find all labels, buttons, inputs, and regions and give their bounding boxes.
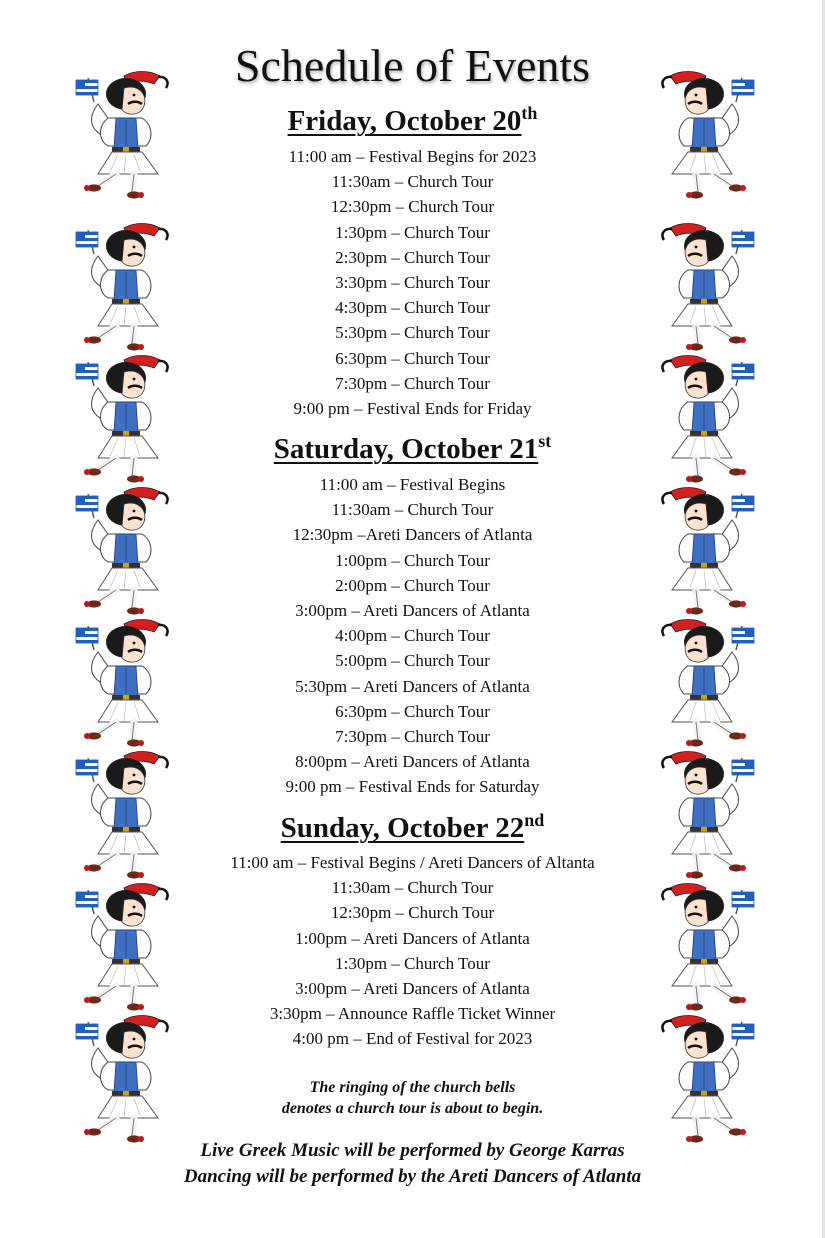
list-item: 4:30pm – Church Tour	[335, 298, 490, 318]
page-title: Schedule of Events	[234, 40, 591, 91]
list-item: 3:30pm – Church Tour	[335, 272, 490, 292]
list-item: 1:00pm – Church Tour	[335, 550, 490, 570]
list-item: 11:30am – Church Tour	[331, 500, 494, 520]
list-item: 11:30am – Church Tour	[331, 878, 494, 898]
greek-evzone-dancer-icon	[68, 352, 178, 484]
list-item: 5:30pm – Church Tour	[335, 323, 490, 343]
list-item: 9:00 pm – Festival Ends for Saturday	[285, 777, 540, 797]
note-line: The ringing of the church bells	[309, 1079, 516, 1096]
list-item: 6:30pm – Church Tour	[335, 348, 490, 368]
list-item: 2:00pm – Church Tour	[335, 575, 490, 595]
note-line: Live Greek Music will be performed by George Karras	[200, 1140, 625, 1161]
greek-evzone-dancer-icon	[652, 616, 762, 748]
day-heading-text: Friday, October 20	[287, 105, 522, 137]
list-item: 5:00pm – Church Tour	[335, 651, 490, 671]
day-heading-text: Saturday, October 21	[273, 433, 539, 465]
greek-evzone-dancer-icon	[652, 220, 762, 352]
list-item: 1:30pm – Church Tour	[335, 222, 490, 242]
greek-evzone-dancer-icon	[68, 748, 178, 880]
list-item: 11:00 am – Festival Begins for 2023	[288, 147, 537, 166]
greek-evzone-dancer-icon	[68, 616, 178, 748]
list-item: 3:30pm – Announce Raffle Ticket Winner	[269, 1004, 556, 1024]
list-item: 4:00pm – Church Tour	[335, 626, 490, 646]
list-item: 11:00 am – Festival Begins	[319, 475, 506, 494]
music-credits-note	[0, 1138, 825, 1190]
list-item: 2:30pm – Church Tour	[335, 247, 490, 267]
day-ordinal: th	[521, 103, 538, 123]
greek-evzone-dancer-icon	[68, 220, 178, 352]
greek-evzone-dancer-icon	[68, 68, 178, 200]
greek-evzone-dancer-icon	[652, 880, 762, 1012]
list-item: 1:30pm – Church Tour	[335, 953, 490, 973]
list-item: 6:30pm – Church Tour	[335, 701, 490, 721]
note-line: Dancing will be performed by the Areti Dancers of Atlanta	[183, 1166, 642, 1187]
list-item: 12:30pm –Areti Dancers of Atlanta	[292, 525, 533, 545]
day-ordinal: nd	[524, 810, 545, 830]
list-item: 3:00pm – Areti Dancers of Atlanta	[295, 978, 530, 998]
list-item: 3:00pm – Areti Dancers of Atlanta	[295, 600, 530, 620]
greek-evzone-dancer-icon	[652, 748, 762, 880]
list-item: 1:00pm – Areti Dancers of Atlanta	[295, 928, 530, 948]
list-item: 7:30pm – Church Tour	[335, 726, 490, 746]
list-item: 7:30pm – Church Tour	[335, 373, 490, 393]
greek-evzone-dancer-icon	[68, 880, 178, 1012]
greek-evzone-dancer-icon	[652, 352, 762, 484]
list-item: 9:00 pm – Festival Ends for Friday	[293, 398, 532, 418]
list-item: 8:00pm – Areti Dancers of Atlanta	[295, 752, 530, 772]
day-heading-text: Sunday, October 22	[280, 812, 525, 844]
greek-evzone-dancer-icon	[652, 1012, 762, 1144]
day-ordinal: st	[538, 431, 552, 451]
list-item: 12:30pm – Church Tour	[330, 197, 495, 217]
list-item: 5:30pm – Areti Dancers of Atlanta	[295, 676, 530, 696]
greek-evzone-dancer-icon	[68, 1012, 178, 1144]
list-item: 4:00 pm – End of Festival for 2023	[292, 1029, 533, 1049]
list-item: 12:30pm – Church Tour	[330, 903, 495, 923]
list-item: 11:30am – Church Tour	[331, 172, 494, 192]
greek-evzone-dancer-icon	[68, 484, 178, 616]
greek-evzone-dancer-icon	[652, 68, 762, 200]
note-line: denotes a church tour is about to begin.	[281, 1100, 544, 1117]
list-item: 11:00 am – Festival Begins / Areti Dancers of Altanta	[230, 853, 595, 872]
greek-evzone-dancer-icon	[652, 484, 762, 616]
